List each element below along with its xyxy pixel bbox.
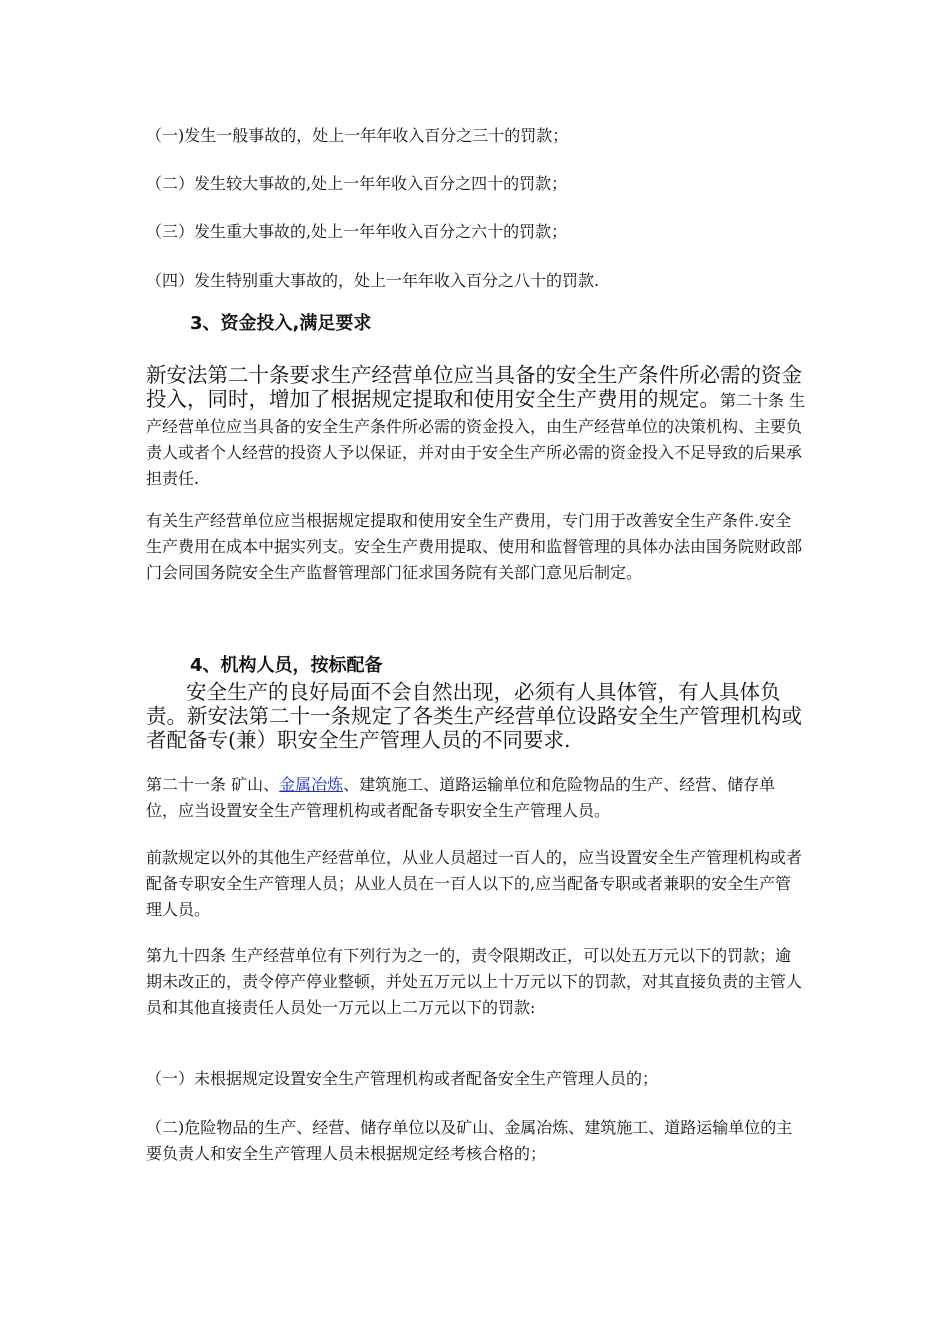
article-21-paragraph xyxy=(146,772,806,824)
staffing-intro-paragraph: 安全生产的良好局面不会自然出现，必须有人具体管，有人具体负责。新安法第二十一条规定了各类生产经营单位设路安全生产管理机构或者配备专(兼）职安全生产管理人员的不同要求. xyxy=(146,680,802,752)
safety-cost-paragraph: 有关生产经营单位应当根据规定提取和使用安全生产费用，专门用于改善安全生产条件.安全生产费用在成本中据实列支。安全生产费用提取、使用和监督管理的具体办法由国务院财政部门会同国务院安全生产监督管理部门征求国务院有关部门意见后制定。 xyxy=(146,511,803,582)
violation-item-2: （二)危险物品的生产、经营、储存单位以及矿山、金属冶炼、建筑施工、道路运输单位的主要负责人和安全生产管理人员未根据规定经考核合格的； xyxy=(146,1118,793,1163)
article-21-suffix: 、建筑施工、道路运输单位和危险物品的生产、经营、储存单位，应当设置安全生产管理机构或者配备专职安全生产管理人员。 xyxy=(146,775,776,820)
penalty-item-2: （二）发生较大事故的,处上一年年收入百分之四十的罚款； xyxy=(146,174,568,193)
funding-paragraph xyxy=(146,363,806,492)
article-21-prefix: 第二十一条 矿山、 xyxy=(146,775,280,794)
violation-item-1: （一）未根据规定设置安全生产管理机构或者配备安全生产管理人员的； xyxy=(146,1069,659,1088)
article-20-text: 第二十条 生产经营单位应当具备的安全生产条件所必需的资金投入，由生产经营单位的决策机构、主要负责人或者个人经营的投资人予以保证，并对由于安全生产所必需的资金投入不足导致的后果承担责任. xyxy=(146,391,806,488)
metal-smelting-link[interactable]: 金属冶炼 xyxy=(279,775,344,794)
penalty-item-3: （三）发生重大事故的,处上一年年收入百分之六十的罚款； xyxy=(146,222,568,241)
penalty-item-4: （四）发生特别重大事故的，处上一年年收入百分之八十的罚款. xyxy=(146,271,600,290)
penalty-item-1: （一)发生一般事故的，处上一年年收入百分之三十的罚款； xyxy=(146,126,569,145)
article-94-paragraph: 第九十四条 生产经营单位有下列行为之一的，责令限期改正，可以处五万元以下的罚款；逾期未改正的，责令停产停业整顿，并处五万元以上十万元以下的罚款，对其直接负责的主管人员和其他直接责任人员处一万元以上二万元以下的罚款: xyxy=(146,946,803,1017)
section-heading-4: 4、机构人员，按标配备 xyxy=(190,655,383,676)
other-units-paragraph: 前款规定以外的其他生产经营单位，从业人员超过一百人的，应当设置安全生产管理机构或者配备专职安全生产管理人员；从业人员在一百人以下的,应当配备专职或者兼职的安全生产管理人员。 xyxy=(146,848,803,919)
section-heading-3: 3、资金投入,满足要求 xyxy=(190,313,372,334)
funding-intro-text: 新安法第二十条要求生产经营单位应当具备的安全生产条件所必需的资金投入，同时，增加了根据规定提取和使用安全生产费用的规定。 xyxy=(146,363,802,411)
